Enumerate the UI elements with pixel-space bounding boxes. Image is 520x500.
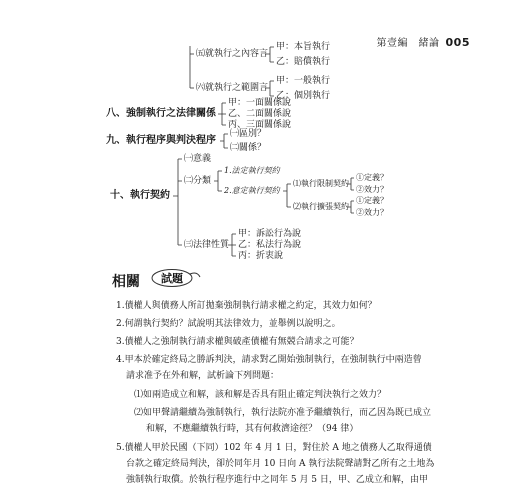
question-4-1: ⑴如兩造成立和解，該和解是否具有阻止確定判決執行之效力？ — [134, 390, 387, 400]
row1-a: 甲：本旨執行 — [276, 42, 331, 52]
sec8-c: 丙、三面關係說 — [228, 120, 292, 130]
pair1-def: ①定義？ — [356, 173, 388, 182]
page-number: 005 — [445, 36, 470, 49]
nature-c: 丙：折衷說 — [238, 251, 284, 261]
question-4-2-cont: 和解，不應繼續執行時，其有何救濟途徑？（94 律） — [146, 424, 359, 434]
connector-classify — [214, 171, 222, 191]
pair2-eff: ②效力？ — [356, 208, 388, 217]
row1-label: ㈤就執行之內容言 — [196, 49, 269, 59]
question-5-cont-1: 台款之確定終局判決，卻於同年月 10 日向 A 執行法院聲請對乙所有之土地為 — [126, 459, 435, 469]
row2-b: 乙：個別執行 — [276, 91, 331, 101]
question-1: 1.債權人與債務人所訂拋棄強制執行請求權之約定，其效力如何？ — [116, 301, 377, 311]
agreed-contract: 2.意定執行契約 — [224, 186, 280, 195]
expand-contract: ⑵執行擴張契約 — [293, 202, 349, 211]
sec10-meaning: ㈠意義 — [184, 154, 212, 164]
pair2-def: ①定義？ — [356, 196, 388, 205]
question-4: 4.甲本於確定終局之勝訴判決，請求對乙開始強制執行，在強制執行中兩造曾 — [116, 355, 422, 365]
nature-a: 甲：訴訟行為說 — [238, 229, 302, 239]
connector-sec9 — [220, 134, 228, 148]
row2-label: ㈥就執行之範圍言 — [196, 83, 269, 93]
related-title-right: 試題 — [161, 272, 183, 285]
connector-contract — [283, 184, 291, 207]
related-questions-heading — [112, 268, 207, 290]
question-2: 2.何謂執行契約？試說明其法律效力，並舉例以說明之。 — [116, 319, 341, 329]
sec9-a: ㈠區別？ — [230, 129, 267, 139]
sec10-title: 十、執行契約 — [110, 190, 170, 201]
pair1-eff: ②效力？ — [356, 185, 388, 194]
related-title-left: 相關 — [112, 274, 140, 290]
limit-contract: ⑴執行限制契約 — [293, 179, 349, 188]
sec8-title: 八、強制執行之法律關係 — [106, 108, 216, 119]
sec9-title: 九、執行程序與判決程序 — [106, 135, 216, 146]
connector-nature — [228, 234, 236, 256]
sec8-b: 乙、二面關係說 — [228, 109, 292, 119]
question-3: 3.債權人之強制執行請求權與破產債權有無競合請求之可能？ — [116, 337, 359, 347]
sec8-a: 甲：一面關係說 — [228, 98, 292, 108]
statutory-contract: 1.法定執行契約 — [224, 166, 280, 175]
row2-a: 甲：一般執行 — [276, 76, 331, 86]
row1-b: 乙：賠償執行 — [276, 57, 331, 67]
connector-sec8 — [218, 103, 226, 125]
connector-sec10 — [173, 159, 182, 245]
question-5: 5.債權人甲於民國（下同）102 年 4 月 1 日，對住於 A 地之債務人乙取得通債 — [116, 443, 432, 453]
related-title-badge — [150, 268, 202, 288]
sec10-classify: ㈡分類 — [184, 176, 212, 186]
question-4-cont: 請求准予在外和解，試析論下列問題： — [126, 371, 280, 381]
legal-nature: ㈢法律性質 — [184, 240, 230, 250]
nature-b: 乙：私法行為說 — [238, 240, 302, 250]
question-4-2: ⑵如甲聲請繼續為強制執行，執行法院亦准予繼續執行，而乙因為既已成立 — [134, 408, 432, 418]
question-5-cont-2: 強制執行取償。於執行程序進行中之同年 5 月 5 日，甲、乙成立和解，由甲 — [126, 475, 428, 485]
sec9-b: ㈡關係？ — [230, 143, 267, 153]
section-title: 第壹編 緒論 — [376, 38, 440, 49]
